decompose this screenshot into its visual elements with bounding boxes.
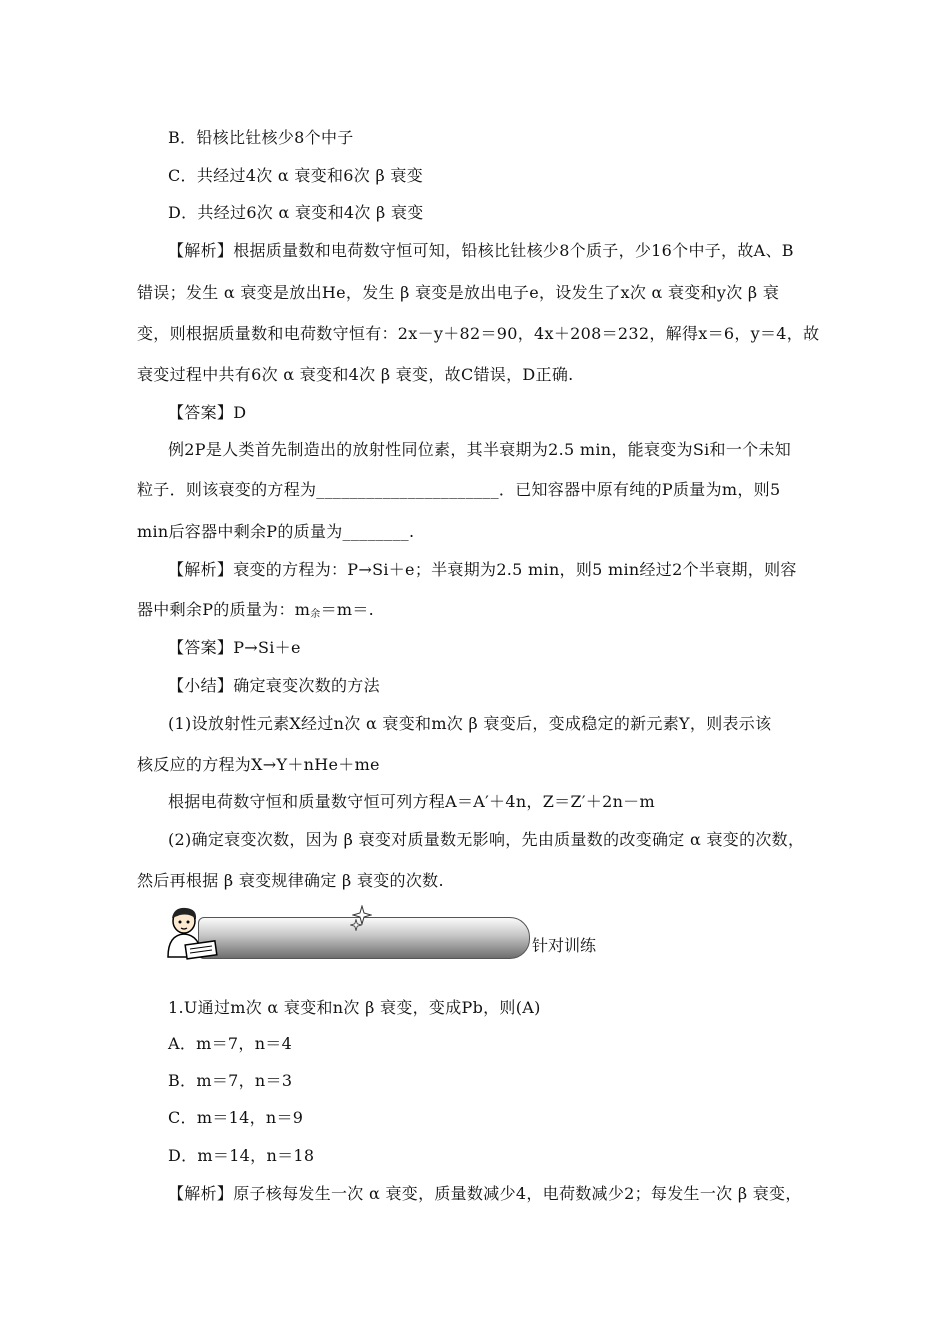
line-jx1-b: 错误；发生 α 衰变是放出He，发生 β 衰变是放出电子e，设发生了x次 α 衰变和y次 β 衰 xyxy=(137,283,780,302)
line-xj1-b: 核反应的方程为X→Y＋nHe＋me xyxy=(137,755,380,774)
line-xj1-c: 根据电荷数守恒和质量数守恒可列方程A＝A′＋4n，Z＝Z′＋2n－m xyxy=(168,792,655,811)
line-jx2-a: 【解析】衰变的方程为：P→Si＋e；半衰期为2.5 min，则5 min经过2个半衰期，则容 xyxy=(168,560,797,579)
line-q1: 1.U通过m次 α 衰变和n次 β 衰变，变成Pb，则(A) xyxy=(168,998,541,1017)
line-opt-d1: D．共经过6次 α 衰变和4次 β 衰变 xyxy=(168,203,424,222)
jx2-b-post: ＝m＝. xyxy=(320,600,375,619)
sparkle-small-icon xyxy=(350,919,362,931)
line-q1-d: D．m＝14，n＝18 xyxy=(168,1146,315,1165)
line-jx1-c: 变，则根据质量数和电荷数守恒有：2x－y＋82＝90，4x＋208＝232，解得x＝6，y＝4，故 xyxy=(137,324,820,343)
line-q1-a: A．m＝7，n＝4 xyxy=(168,1034,293,1053)
line-q1-c: C．m＝14，n＝9 xyxy=(168,1108,304,1127)
line-opt-c1: C．共经过4次 α 衰变和6次 β 衰变 xyxy=(168,166,424,185)
line-da1: 【答案】D xyxy=(168,403,247,422)
line-jx1-d: 衰变过程中共有6次 α 衰变和4次 β 衰变，故C错误，D正确. xyxy=(137,365,574,384)
jx2-b-sub: 余 xyxy=(310,609,321,620)
banner-label: 针对训练 xyxy=(532,936,597,955)
reading-student-icon xyxy=(160,905,220,961)
line-jx1-a: 【解析】根据质量数和电荷数守恒可知，铅核比钍核少8个质子，少16个中子，故A、B xyxy=(168,241,794,260)
section-banner xyxy=(160,905,597,965)
line-da2: 【答案】P→Si＋e xyxy=(168,638,301,657)
line-q1-b: B．m＝7，n＝3 xyxy=(168,1071,293,1090)
line-xj: 【小结】确定衰变次数的方法 xyxy=(168,676,380,695)
line-jx3-a: 【解析】原子核每发生一次 α 衰变，质量数减少4，电荷数减少2；每发生一次 β 衰变， xyxy=(168,1184,802,1203)
line-xj1-a: (1)设放射性元素X经过n次 α 衰变和m次 β 衰变后，变成稳定的新元素Y，则表示该 xyxy=(168,714,772,733)
line-xj2-a: (2)确定衰变次数，因为 β 衰变对质量数无影响，先由质量数的改变确定 α 衰变的次数， xyxy=(168,830,805,849)
jx2-b-pre: 器中剩余P的质量为：m xyxy=(137,600,311,619)
line-jx2-b xyxy=(137,600,820,625)
line-xj2-b: 然后再根据 β 衰变规律确定 β 衰变的次数. xyxy=(137,871,444,890)
line-ex2-a: 例2P是人类首先制造出的放射性同位素，其半衰期为2.5 min，能衰变为Si和一个未知 xyxy=(168,440,792,459)
line-opt-b1: B．铅核比钍核少8个中子 xyxy=(168,128,354,147)
line-ex2-b: 粒子．则该衰变的方程为______________________．已知容器中原有纯的P质量为m，则5 xyxy=(137,480,781,499)
line-ex2-c: min后容器中剩余P的质量为________. xyxy=(137,522,415,541)
